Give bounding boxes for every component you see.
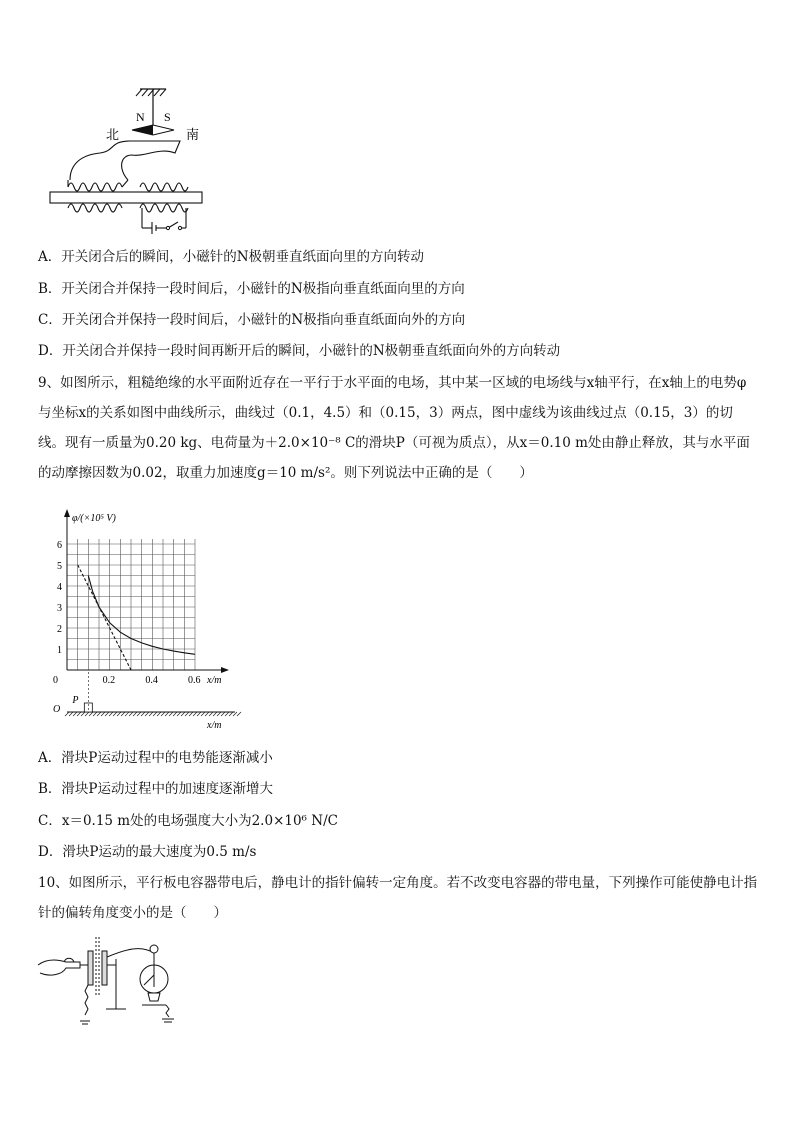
ground-hatch — [101, 712, 105, 716]
q8-option-a: A．开关闭合后的瞬间，小磁针的N极朝垂直纸面向里的方向转动 — [38, 249, 425, 265]
ground-hatch — [109, 712, 113, 716]
needle-label-s: S — [164, 110, 171, 124]
ground-hatch — [113, 712, 117, 716]
q8-option-d: D．开关闭合并保持一段时间再断开后的瞬间，小磁针的N极朝垂直纸面向外的方向转动 — [38, 343, 561, 359]
needle-label-n: N — [136, 110, 145, 124]
chart-x-label: x/m — [207, 675, 222, 686]
x-axis-arrow — [221, 667, 229, 673]
q8-option-c: C．开关闭合并保持一段时间后，小磁针的N极指向垂直纸面向外的方向 — [38, 312, 466, 328]
ground-hatch — [193, 712, 197, 716]
ground-hatch — [81, 712, 85, 716]
ground-hatch — [205, 712, 209, 716]
y-tick-label: 6 — [57, 540, 62, 551]
ground-hatch — [97, 712, 101, 716]
block-p-label: P — [72, 695, 79, 706]
ground-hatch — [197, 712, 201, 716]
ground-hatch — [77, 712, 81, 716]
capacitor-electrometer-figure — [36, 935, 186, 1027]
q9-option-d: D．滑块P运动的最大速度为0.5 m/s — [38, 844, 257, 860]
chart-ticks — [57, 540, 201, 686]
y-tick-label: 3 — [57, 603, 62, 614]
ground-hatch — [201, 712, 205, 716]
chart-grid — [67, 539, 195, 670]
coil-compass-figure — [40, 85, 220, 235]
ground-hatch — [177, 712, 181, 716]
y-tick-label: 2 — [57, 624, 62, 635]
ground-hatch — [69, 712, 73, 716]
ground-hatch — [161, 712, 165, 716]
ground-hatch — [117, 712, 121, 716]
chart-y-label: φ/(×10⁵ V) — [72, 513, 116, 524]
y-tick-label: 5 — [57, 561, 62, 572]
label-south: 南 — [186, 127, 200, 142]
ground-hatch — [121, 712, 125, 716]
ground-hatch — [213, 712, 217, 716]
ground-hatch — [145, 712, 149, 716]
chart-axes — [64, 509, 229, 673]
lower-origin-label: O — [53, 704, 61, 715]
ground-hatch — [185, 712, 189, 716]
ground-hatch — [85, 712, 89, 716]
q10-stem: 10、如图所示，平行板电容器带电后，静电计的指针偏转一定角度。若不改变电容器的带电量，下列操作可能使静电计指针的偏转角度变小的是（ ） — [38, 875, 758, 921]
ground-hatch — [153, 712, 157, 716]
q9-stem: 9、如图所示，粗糙绝缘的水平面附近存在一平行于水平面的电场，其中某一区域的电场线与x轴平行，在x轴上的电势φ与坐标x的关系如图中曲线所示，曲线过（0.1，4.5）和（0.15，3）两点，图中虚线为该曲线过点（0.15，3）的切线。现有一质量为0.20 kg、电荷量为＋2.0×10⁻⁸ C的滑块P（可视为质点），从x＝0.10 m处由静止释放，其与水平面的动摩擦因数为0.02，取重力加速度g＝10 m/s²。则下列说法中正确的是（ ） — [38, 375, 750, 481]
y-axis-arrow — [64, 509, 70, 517]
ground-hatch — [149, 712, 153, 716]
ground-hatch — [189, 712, 193, 716]
q9-option-b: B．滑块P运动过程中的加速度逐渐增大 — [38, 781, 274, 797]
y-tick-label: 1 — [57, 645, 62, 656]
ground-hatch — [89, 712, 93, 716]
ground-hatch — [105, 712, 109, 716]
ground-hatch — [141, 712, 145, 716]
ground-hatch — [73, 712, 77, 716]
chart-origin-label: 0 — [53, 675, 58, 686]
ground-hatch — [93, 712, 97, 716]
ground-hatch — [225, 712, 229, 716]
ground-hatch — [221, 712, 225, 716]
ground-hatch — [165, 712, 169, 716]
potential-chart — [45, 505, 245, 731]
ground-hatch — [157, 712, 161, 716]
label-north: 北 — [106, 127, 120, 142]
ground-hatch — [181, 712, 185, 716]
ground-hatch — [237, 712, 241, 716]
x-tick-label: 0.2 — [102, 675, 116, 686]
q9-option-a: A．滑块P运动过程中的电势能逐渐减小 — [38, 750, 273, 766]
ground-hatch — [169, 712, 173, 716]
y-tick-label: 4 — [57, 582, 62, 593]
ground-hatch — [173, 712, 177, 716]
ground-hatch — [65, 712, 69, 716]
ground-hatch — [133, 712, 137, 716]
ground-hatch — [137, 712, 141, 716]
ground-hatch — [209, 712, 213, 716]
q8-option-b: B．开关闭合并保持一段时间后，小磁针的N极指向垂直纸面向里的方向 — [38, 281, 465, 297]
x-tick-label: 0.4 — [145, 675, 158, 686]
ground-hatch — [129, 712, 133, 716]
x-tick-label: 0.6 — [188, 675, 201, 686]
q9-option-c: C．x＝0.15 m处的电场强度大小为2.0×10⁶ N/C — [38, 813, 338, 829]
ground-hatch — [233, 712, 237, 716]
ground-hatch — [125, 712, 129, 716]
ground-hatch — [229, 712, 233, 716]
lower-x-label: x/m — [207, 720, 222, 731]
ground-hatch — [217, 712, 221, 716]
